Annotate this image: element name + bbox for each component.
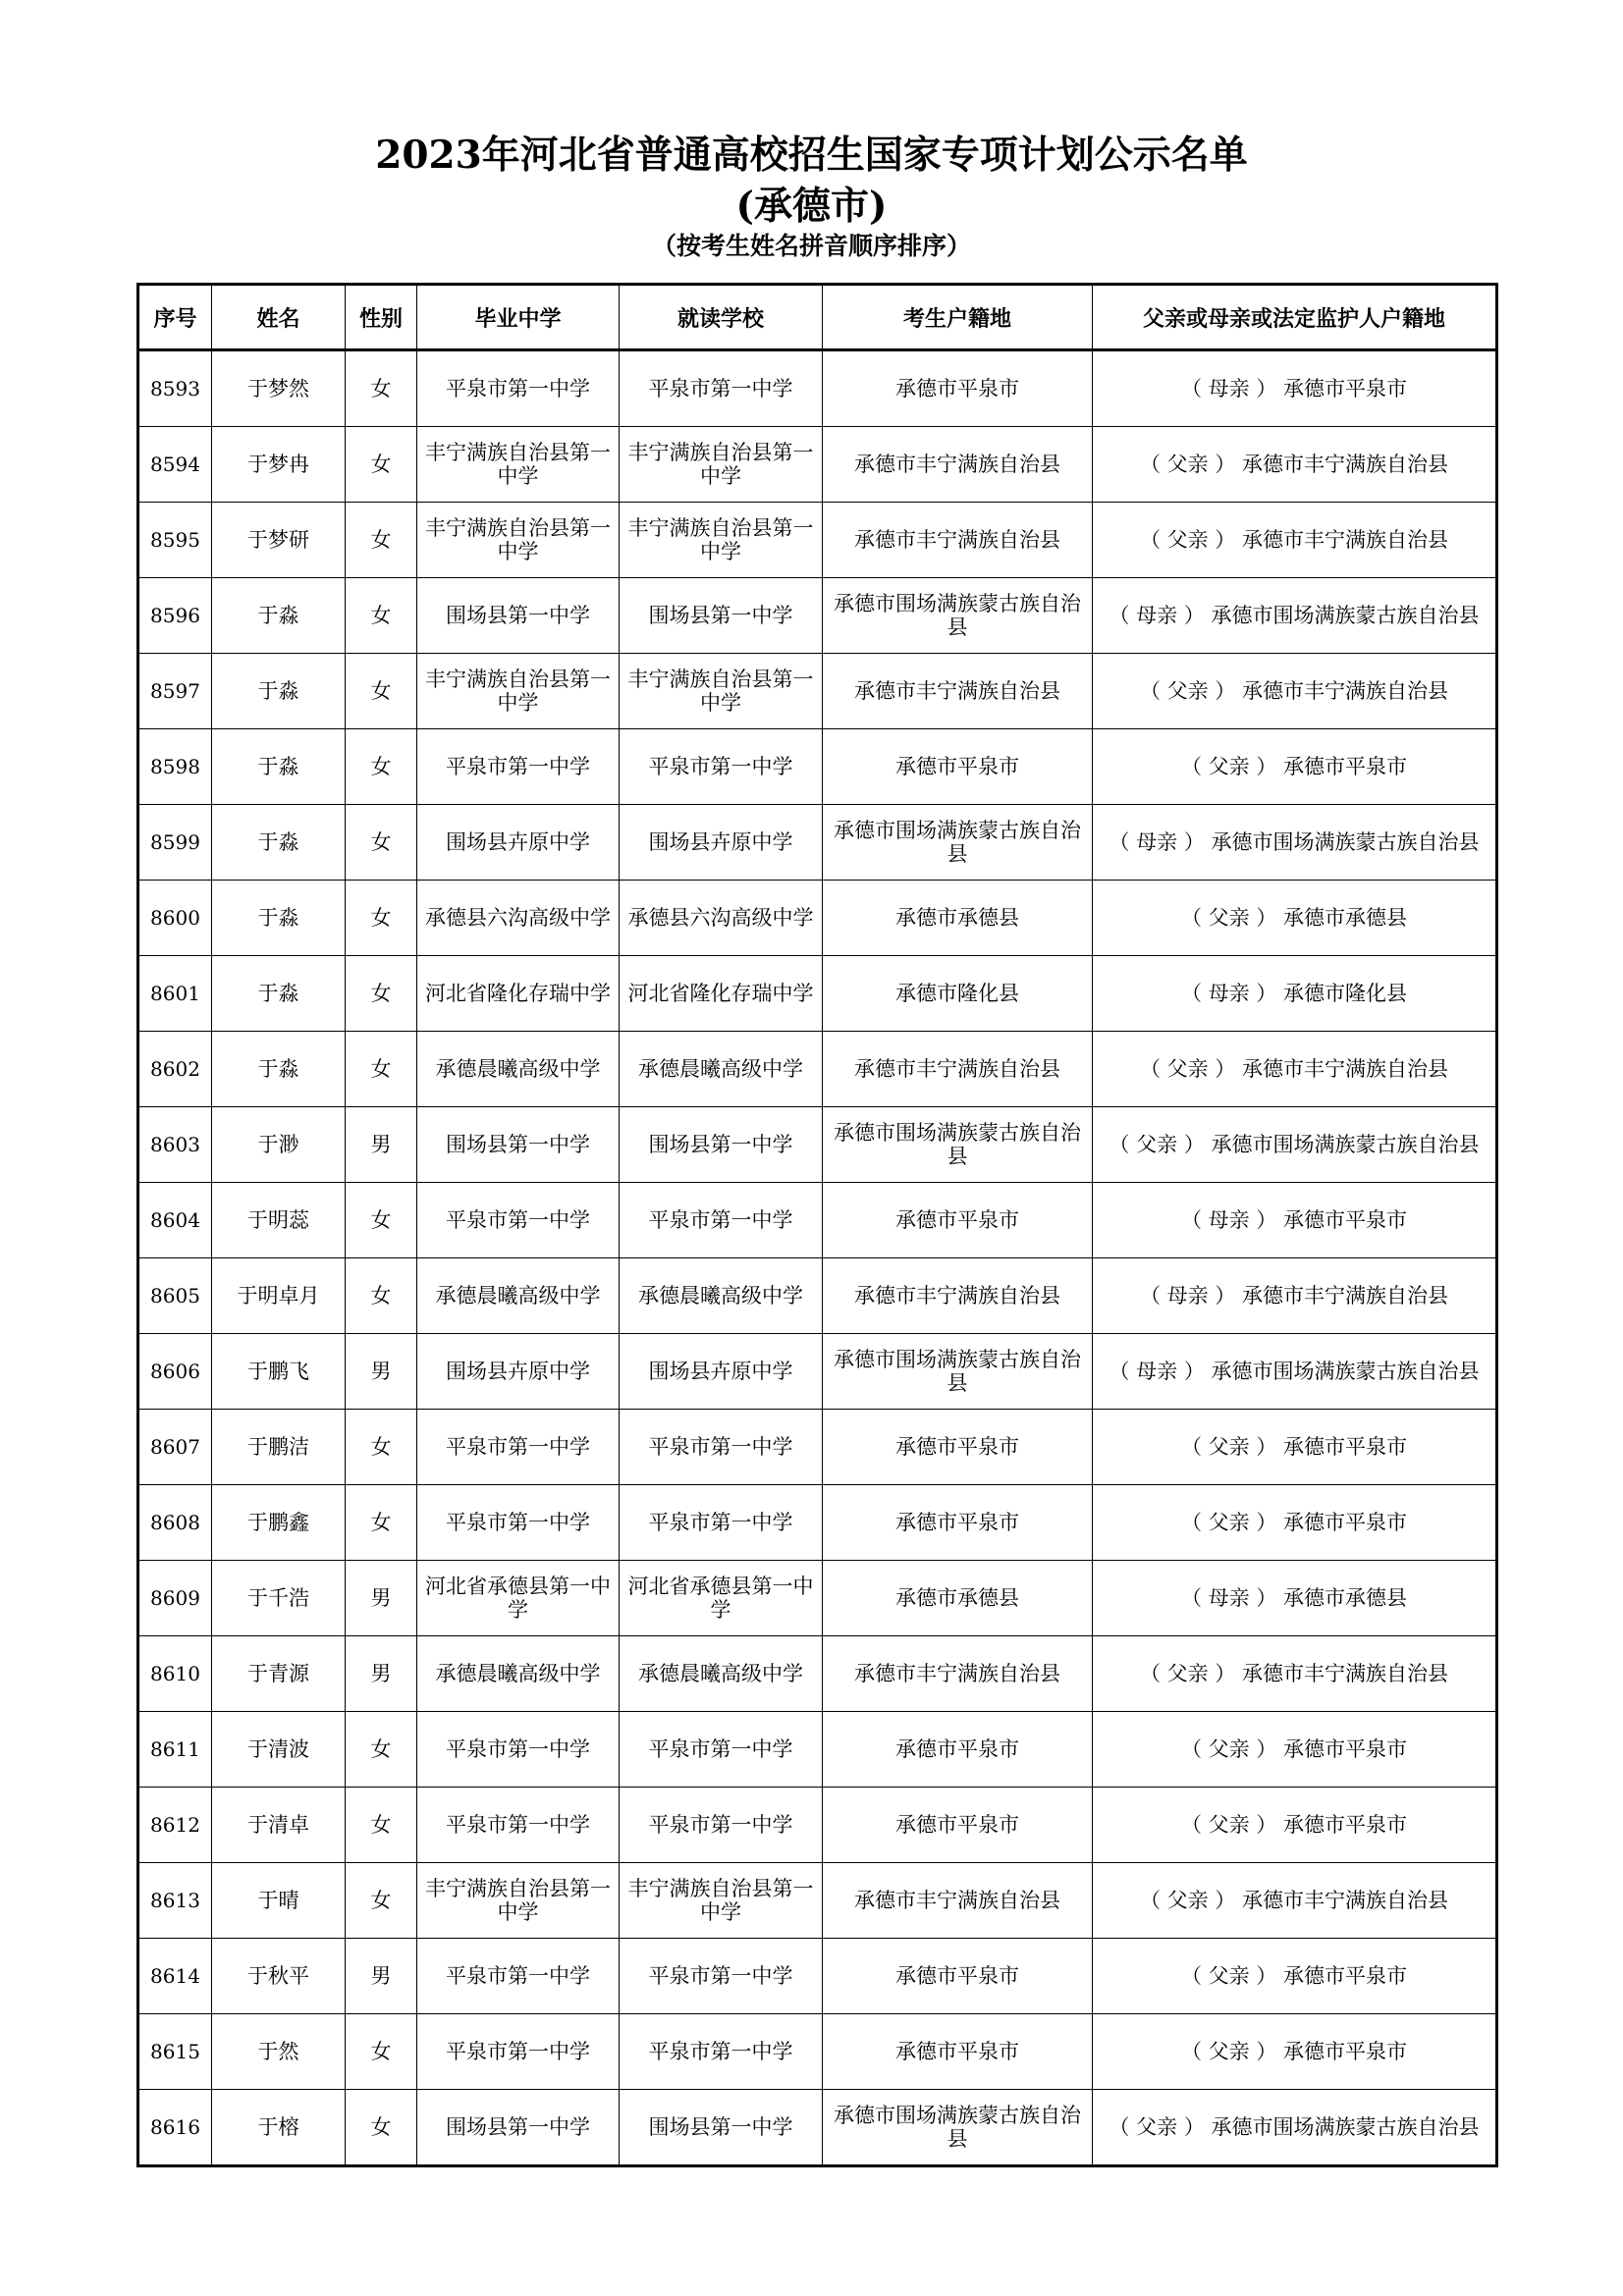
graduation-school-cell: 承德县六沟高级中学 <box>417 881 620 956</box>
guardian-hukou-cell: （ 母亲 ） 承德市围场满族蒙古族自治县 <box>1093 805 1497 881</box>
graduation-school-cell: 平泉市第一中学 <box>417 1410 620 1485</box>
graduation-school-cell: 平泉市第一中学 <box>417 350 620 427</box>
column-header: 姓名 <box>212 285 346 350</box>
table-row <box>138 1561 1497 1636</box>
hukou-cell: 承德市平泉市 <box>823 1410 1093 1485</box>
table-row <box>138 881 1497 956</box>
table-row <box>138 1485 1497 1561</box>
graduation-school-cell: 围场县第一中学 <box>417 2090 620 2166</box>
current-school-cell: 围场县第一中学 <box>620 1107 823 1183</box>
hukou-cell: 承德市围场满族蒙古族自治县 <box>823 1334 1093 1410</box>
current-school-cell: 平泉市第一中学 <box>620 350 823 427</box>
graduation-school-cell: 围场县第一中学 <box>417 1107 620 1183</box>
hukou-cell: 承德市隆化县 <box>823 956 1093 1032</box>
gender-cell: 女 <box>346 1712 417 1788</box>
current-school-cell: 河北省承德县第一中学 <box>620 1561 823 1636</box>
serial-cell: 8597 <box>138 654 212 729</box>
serial-cell: 8593 <box>138 350 212 427</box>
serial-cell: 8601 <box>138 956 212 1032</box>
current-school-cell: 平泉市第一中学 <box>620 1410 823 1485</box>
table-row <box>138 1334 1497 1410</box>
serial-cell: 8604 <box>138 1183 212 1258</box>
sort-note: （按考生姓名拼音顺序排序） <box>651 232 971 260</box>
name-cell: 于淼 <box>212 881 346 956</box>
guardian-hukou-cell: （ 父亲 ） 承德市丰宁满族自治县 <box>1093 654 1497 729</box>
current-school-cell: 围场县第一中学 <box>620 578 823 654</box>
gender-cell: 女 <box>346 1788 417 1863</box>
graduation-school-cell: 平泉市第一中学 <box>417 729 620 805</box>
table-row <box>138 729 1497 805</box>
gender-cell: 女 <box>346 1258 417 1334</box>
name-cell: 于淼 <box>212 654 346 729</box>
table-row <box>138 1183 1497 1258</box>
hukou-cell: 承德市围场满族蒙古族自治县 <box>823 578 1093 654</box>
name-cell: 于梦研 <box>212 503 346 578</box>
current-school-cell: 围场县卉原中学 <box>620 805 823 881</box>
gender-cell: 女 <box>346 1485 417 1561</box>
serial-cell: 8602 <box>138 1032 212 1107</box>
guardian-hukou-cell: （ 父亲 ） 承德市围场满族蒙古族自治县 <box>1093 2090 1497 2166</box>
guardian-hukou-cell: （ 父亲 ） 承德市丰宁满族自治县 <box>1093 1863 1497 1939</box>
gender-cell: 女 <box>346 427 417 503</box>
table-row <box>138 2090 1497 2166</box>
graduation-school-cell: 丰宁满族自治县第一中学 <box>417 427 620 503</box>
gender-cell: 男 <box>346 1939 417 2014</box>
table-row <box>138 654 1497 729</box>
table-row <box>138 1410 1497 1485</box>
guardian-hukou-cell: （ 母亲 ） 承德市隆化县 <box>1093 956 1497 1032</box>
serial-cell: 8610 <box>138 1636 212 1712</box>
header-row <box>138 285 1497 350</box>
current-school-cell: 承德晨曦高级中学 <box>620 1032 823 1107</box>
gender-cell: 女 <box>346 578 417 654</box>
hukou-cell: 承德市围场满族蒙古族自治县 <box>823 1107 1093 1183</box>
name-cell: 于鹏鑫 <box>212 1485 346 1561</box>
guardian-hukou-cell: （ 父亲 ） 承德市平泉市 <box>1093 1788 1497 1863</box>
current-school-cell: 平泉市第一中学 <box>620 2014 823 2090</box>
hukou-cell: 承德市围场满族蒙古族自治县 <box>823 2090 1093 2166</box>
guardian-hukou-cell: （ 母亲 ） 承德市围场满族蒙古族自治县 <box>1093 578 1497 654</box>
graduation-school-cell: 承德晨曦高级中学 <box>417 1636 620 1712</box>
gender-cell: 女 <box>346 2014 417 2090</box>
current-school-cell: 平泉市第一中学 <box>620 729 823 805</box>
name-cell: 于秋平 <box>212 1939 346 2014</box>
graduation-school-cell: 承德晨曦高级中学 <box>417 1258 620 1334</box>
guardian-hukou-cell: （ 父亲 ） 承德市丰宁满族自治县 <box>1093 503 1497 578</box>
name-cell: 于鹏飞 <box>212 1334 346 1410</box>
serial-cell: 8599 <box>138 805 212 881</box>
gender-cell: 女 <box>346 805 417 881</box>
guardian-hukou-cell: （ 父亲 ） 承德市承德县 <box>1093 881 1497 956</box>
gender-cell: 男 <box>346 1636 417 1712</box>
guardian-hukou-cell: （ 母亲 ） 承德市平泉市 <box>1093 1183 1497 1258</box>
gender-cell: 男 <box>346 1334 417 1410</box>
guardian-hukou-cell: （ 父亲 ） 承德市平泉市 <box>1093 729 1497 805</box>
serial-cell: 8595 <box>138 503 212 578</box>
graduation-school-cell: 河北省承德县第一中学 <box>417 1561 620 1636</box>
guardian-hukou-cell: （ 父亲 ） 承德市平泉市 <box>1093 2014 1497 2090</box>
current-school-cell: 丰宁满族自治县第一中学 <box>620 427 823 503</box>
graduation-school-cell: 河北省隆化存瑞中学 <box>417 956 620 1032</box>
hukou-cell: 承德市承德县 <box>823 1561 1093 1636</box>
table-row <box>138 1258 1497 1334</box>
table-row <box>138 1636 1497 1712</box>
guardian-hukou-cell: （ 父亲 ） 承德市丰宁满族自治县 <box>1093 427 1497 503</box>
current-school-cell: 承德晨曦高级中学 <box>620 1258 823 1334</box>
guardian-hukou-cell: （ 母亲 ） 承德市承德县 <box>1093 1561 1497 1636</box>
graduation-school-cell: 承德晨曦高级中学 <box>417 1032 620 1107</box>
name-cell: 于晴 <box>212 1863 346 1939</box>
column-header: 性别 <box>346 285 417 350</box>
table-row <box>138 1712 1497 1788</box>
serial-cell: 8598 <box>138 729 212 805</box>
name-cell: 于明蕊 <box>212 1183 346 1258</box>
name-cell: 于梦然 <box>212 350 346 427</box>
current-school-cell: 平泉市第一中学 <box>620 1788 823 1863</box>
gender-cell: 女 <box>346 654 417 729</box>
serial-cell: 8600 <box>138 881 212 956</box>
hukou-cell: 承德市承德县 <box>823 881 1093 956</box>
graduation-school-cell: 围场县卉原中学 <box>417 1334 620 1410</box>
name-cell: 于淼 <box>212 1032 346 1107</box>
column-header: 父亲或母亲或法定监护人户籍地 <box>1093 285 1497 350</box>
guardian-hukou-cell: （ 母亲 ） 承德市围场满族蒙古族自治县 <box>1093 1334 1497 1410</box>
table-row <box>138 2014 1497 2090</box>
name-cell: 于淼 <box>212 805 346 881</box>
hukou-cell: 承德市丰宁满族自治县 <box>823 654 1093 729</box>
table-row <box>138 350 1497 427</box>
column-header: 毕业中学 <box>417 285 620 350</box>
gender-cell: 女 <box>346 1183 417 1258</box>
current-school-cell: 围场县第一中学 <box>620 2090 823 2166</box>
name-cell: 于清卓 <box>212 1788 346 1863</box>
name-cell: 于淼 <box>212 729 346 805</box>
graduation-school-cell: 平泉市第一中学 <box>417 2014 620 2090</box>
name-cell: 于榕 <box>212 2090 346 2166</box>
current-school-cell: 承德晨曦高级中学 <box>620 1636 823 1712</box>
guardian-hukou-cell: （ 母亲 ） 承德市平泉市 <box>1093 350 1497 427</box>
serial-cell: 8596 <box>138 578 212 654</box>
column-header: 序号 <box>138 285 212 350</box>
current-school-cell: 平泉市第一中学 <box>620 1712 823 1788</box>
guardian-hukou-cell: （ 父亲 ） 承德市丰宁满族自治县 <box>1093 1636 1497 1712</box>
table-row <box>138 503 1497 578</box>
column-header: 考生户籍地 <box>823 285 1093 350</box>
roster-body <box>138 350 1497 2166</box>
serial-cell: 8616 <box>138 2090 212 2166</box>
gender-cell: 女 <box>346 2090 417 2166</box>
hukou-cell: 承德市平泉市 <box>823 1712 1093 1788</box>
table-row <box>138 1032 1497 1107</box>
table-row <box>138 805 1497 881</box>
current-school-cell: 平泉市第一中学 <box>620 1485 823 1561</box>
table-row <box>138 427 1497 503</box>
gender-cell: 女 <box>346 881 417 956</box>
hukou-cell: 承德市平泉市 <box>823 1485 1093 1561</box>
table-row <box>138 1863 1497 1939</box>
current-school-cell: 丰宁满族自治县第一中学 <box>620 1863 823 1939</box>
roster-table <box>136 283 1498 2167</box>
gender-cell: 女 <box>346 1032 417 1107</box>
graduation-school-cell: 平泉市第一中学 <box>417 1788 620 1863</box>
name-cell: 于鹏洁 <box>212 1410 346 1485</box>
graduation-school-cell: 丰宁满族自治县第一中学 <box>417 503 620 578</box>
hukou-cell: 承德市围场满族蒙古族自治县 <box>823 805 1093 881</box>
page-subtitle: (承德市) <box>735 184 888 229</box>
column-header: 就读学校 <box>620 285 823 350</box>
guardian-hukou-cell: （ 父亲 ） 承德市平泉市 <box>1093 1485 1497 1561</box>
current-school-cell: 平泉市第一中学 <box>620 1183 823 1258</box>
serial-cell: 8603 <box>138 1107 212 1183</box>
name-cell: 于青源 <box>212 1636 346 1712</box>
name-cell: 于清波 <box>212 1712 346 1788</box>
guardian-hukou-cell: （ 父亲 ） 承德市平泉市 <box>1093 1712 1497 1788</box>
graduation-school-cell: 丰宁满族自治县第一中学 <box>417 1863 620 1939</box>
hukou-cell: 承德市平泉市 <box>823 350 1093 427</box>
serial-cell: 8614 <box>138 1939 212 2014</box>
graduation-school-cell: 平泉市第一中学 <box>417 1183 620 1258</box>
current-school-cell: 围场县卉原中学 <box>620 1334 823 1410</box>
serial-cell: 8605 <box>138 1258 212 1334</box>
current-school-cell: 丰宁满族自治县第一中学 <box>620 654 823 729</box>
serial-cell: 8609 <box>138 1561 212 1636</box>
guardian-hukou-cell: （ 父亲 ） 承德市围场满族蒙古族自治县 <box>1093 1107 1497 1183</box>
current-school-cell: 河北省隆化存瑞中学 <box>620 956 823 1032</box>
serial-cell: 8594 <box>138 427 212 503</box>
guardian-hukou-cell: （ 母亲 ） 承德市丰宁满族自治县 <box>1093 1258 1497 1334</box>
hukou-cell: 承德市平泉市 <box>823 2014 1093 2090</box>
table-row <box>138 578 1497 654</box>
hukou-cell: 承德市丰宁满族自治县 <box>823 1258 1093 1334</box>
hukou-cell: 承德市丰宁满族自治县 <box>823 1032 1093 1107</box>
page-title: 2023年河北省普通高校招生国家专项计划公示名单 <box>375 133 1248 178</box>
hukou-cell: 承德市丰宁满族自治县 <box>823 427 1093 503</box>
gender-cell: 女 <box>346 1410 417 1485</box>
hukou-cell: 承德市丰宁满族自治县 <box>823 503 1093 578</box>
name-cell: 于淼 <box>212 578 346 654</box>
guardian-hukou-cell: （ 父亲 ） 承德市平泉市 <box>1093 1939 1497 2014</box>
serial-cell: 8608 <box>138 1485 212 1561</box>
serial-cell: 8607 <box>138 1410 212 1485</box>
hukou-cell: 承德市丰宁满族自治县 <box>823 1863 1093 1939</box>
gender-cell: 女 <box>346 1863 417 1939</box>
graduation-school-cell: 围场县卉原中学 <box>417 805 620 881</box>
graduation-school-cell: 围场县第一中学 <box>417 578 620 654</box>
gender-cell: 女 <box>346 350 417 427</box>
gender-cell: 女 <box>346 503 417 578</box>
current-school-cell: 平泉市第一中学 <box>620 1939 823 2014</box>
name-cell: 于千浩 <box>212 1561 346 1636</box>
serial-cell: 8606 <box>138 1334 212 1410</box>
guardian-hukou-cell: （ 父亲 ） 承德市平泉市 <box>1093 1410 1497 1485</box>
gender-cell: 女 <box>346 956 417 1032</box>
table-row <box>138 1939 1497 2014</box>
serial-cell: 8615 <box>138 2014 212 2090</box>
gender-cell: 女 <box>346 729 417 805</box>
graduation-school-cell: 平泉市第一中学 <box>417 1485 620 1561</box>
hukou-cell: 承德市平泉市 <box>823 729 1093 805</box>
current-school-cell: 承德县六沟高级中学 <box>620 881 823 956</box>
hukou-cell: 承德市平泉市 <box>823 1939 1093 2014</box>
name-cell: 于梦冉 <box>212 427 346 503</box>
hukou-cell: 承德市丰宁满族自治县 <box>823 1636 1093 1712</box>
guardian-hukou-cell: （ 父亲 ） 承德市丰宁满族自治县 <box>1093 1032 1497 1107</box>
graduation-school-cell: 丰宁满族自治县第一中学 <box>417 654 620 729</box>
hukou-cell: 承德市平泉市 <box>823 1183 1093 1258</box>
graduation-school-cell: 平泉市第一中学 <box>417 1712 620 1788</box>
name-cell: 于明卓月 <box>212 1258 346 1334</box>
name-cell: 于淼 <box>212 956 346 1032</box>
name-cell: 于然 <box>212 2014 346 2090</box>
name-cell: 于渺 <box>212 1107 346 1183</box>
gender-cell: 男 <box>346 1107 417 1183</box>
gender-cell: 男 <box>346 1561 417 1636</box>
serial-cell: 8611 <box>138 1712 212 1788</box>
serial-cell: 8613 <box>138 1863 212 1939</box>
serial-cell: 8612 <box>138 1788 212 1863</box>
table-row <box>138 1107 1497 1183</box>
hukou-cell: 承德市平泉市 <box>823 1788 1093 1863</box>
table-row <box>138 956 1497 1032</box>
graduation-school-cell: 平泉市第一中学 <box>417 1939 620 2014</box>
table-row <box>138 1788 1497 1863</box>
current-school-cell: 丰宁满族自治县第一中学 <box>620 503 823 578</box>
